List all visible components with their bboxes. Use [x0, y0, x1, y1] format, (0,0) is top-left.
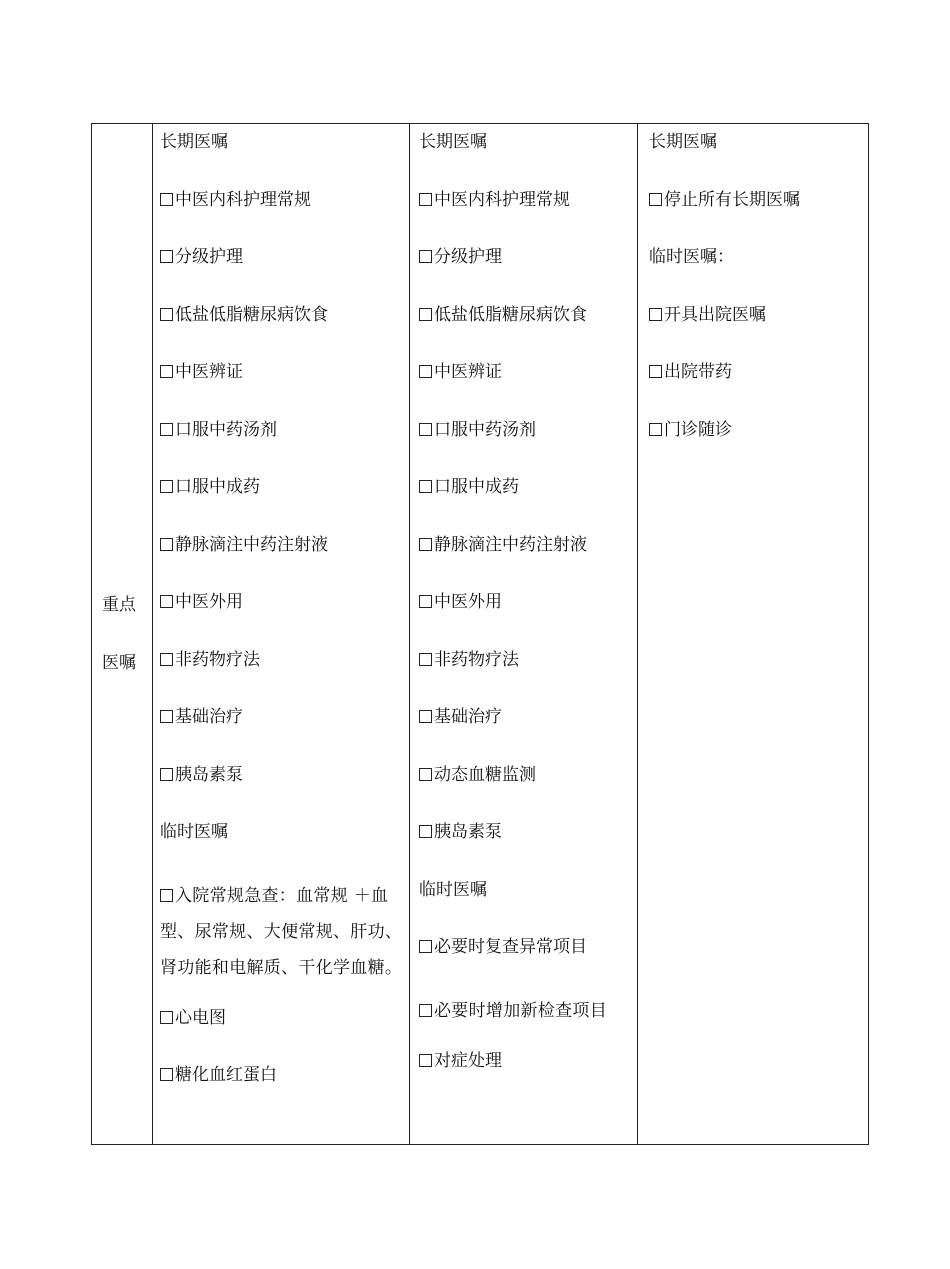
checkbox-icon[interactable]: [419, 250, 432, 263]
order-checkbox-item[interactable]: [419, 935, 637, 960]
order-item-label: 胰岛素泵: [434, 822, 502, 842]
order-item-label: 开具出院医嘱: [664, 304, 766, 325]
order-checkbox-item[interactable]: [160, 188, 409, 213]
order-item-label: 中医内科护理常规: [434, 189, 570, 210]
order-item-label: 出院带药: [664, 362, 732, 382]
order-checkbox-item[interactable]: [419, 303, 637, 328]
order-item-label: 门诊随诊: [664, 419, 732, 440]
checkbox-icon[interactable]: [419, 538, 432, 551]
checkbox-icon[interactable]: [160, 480, 173, 493]
order-item-label: 中医外用: [434, 592, 502, 612]
order-item-label: 胰岛素泵: [175, 764, 243, 785]
order-item-label: 口服中药汤剂: [175, 419, 277, 440]
orders-column-3: [638, 124, 869, 1145]
row-label-line: 重点: [102, 595, 136, 615]
checkbox-icon[interactable]: [419, 1004, 432, 1017]
section-heading-label: 临时医嘱: [419, 879, 487, 900]
order-item-label: 非药物疗法: [175, 649, 260, 670]
order-item-label: 分级护理: [434, 247, 502, 267]
order-item-label: 非药物疗法: [434, 649, 519, 670]
orders-column-2: [410, 124, 638, 1145]
order-checkbox-item[interactable]: [160, 648, 409, 673]
checkbox-icon[interactable]: [649, 193, 662, 206]
section-heading-label: 临时医嘱：: [649, 247, 734, 267]
order-item-label: 口服中药汤剂: [434, 419, 536, 440]
checkbox-icon[interactable]: [160, 710, 173, 723]
checkbox-icon[interactable]: [160, 653, 173, 666]
order-checkbox-item[interactable]: [160, 303, 409, 328]
order-checkbox-item[interactable]: [160, 360, 409, 385]
order-item-label: 动态血糖监测: [434, 764, 536, 785]
order-checkbox-item[interactable]: [160, 1006, 409, 1031]
checkbox-icon[interactable]: [419, 653, 432, 666]
order-checkbox-item[interactable]: [419, 820, 637, 845]
section-heading: [649, 130, 868, 155]
section-heading-label: 长期医嘱: [160, 132, 228, 152]
order-checkbox-item[interactable]: [160, 475, 409, 500]
order-checkbox-item[interactable]: [160, 418, 409, 443]
checkbox-icon[interactable]: [160, 1068, 173, 1081]
order-checkbox-item[interactable]: [160, 245, 409, 270]
section-heading: [419, 130, 637, 155]
checkbox-icon[interactable]: [419, 1054, 432, 1067]
checkbox-icon[interactable]: [649, 423, 662, 436]
checkbox-icon[interactable]: [419, 595, 432, 608]
order-checkbox-item[interactable]: [419, 1049, 637, 1074]
order-checkbox-item[interactable]: [419, 648, 637, 673]
order-checkbox-item[interactable]: [419, 763, 637, 788]
checkbox-icon[interactable]: [160, 308, 173, 321]
section-heading-label: 长期医嘱: [649, 132, 717, 152]
medical-orders-table: [91, 123, 869, 1145]
checkbox-icon[interactable]: [160, 595, 173, 608]
order-checkbox-item[interactable]: [419, 475, 637, 500]
checkbox-icon[interactable]: [649, 308, 662, 321]
order-checkbox-item[interactable]: [419, 705, 637, 730]
section-heading: [419, 878, 637, 903]
order-item-label: 对症处理: [434, 1050, 502, 1071]
order-item-label: 必要时增加新检查项目: [434, 1000, 607, 1021]
checkbox-icon[interactable]: [160, 1011, 173, 1024]
order-checkbox-item[interactable]: [160, 705, 409, 730]
order-checkbox-item[interactable]: [419, 533, 637, 558]
checkbox-icon[interactable]: [160, 538, 173, 551]
order-item-label: 低盐低脂糖尿病饮食: [434, 304, 587, 325]
order-item-label: 必要时复查异常项目: [434, 937, 587, 957]
order-checkbox-item[interactable]: [419, 188, 637, 213]
order-checkbox-item[interactable]: [419, 590, 637, 615]
orders-row: [92, 124, 869, 1145]
checkbox-icon[interactable]: [419, 365, 432, 378]
order-item-label: 中医内科护理常规: [175, 189, 311, 210]
order-checkbox-item[interactable]: [160, 878, 409, 986]
checkbox-icon[interactable]: [419, 940, 432, 953]
checkbox-icon[interactable]: [419, 480, 432, 493]
section-heading: [160, 130, 409, 155]
checkbox-icon[interactable]: [419, 423, 432, 436]
order-item-label: 静脉滴注中药注射液: [175, 534, 328, 555]
order-checkbox-item[interactable]: [419, 360, 637, 385]
order-item-label: 心电图: [175, 1007, 226, 1028]
order-item-label: 中医外用: [175, 592, 243, 612]
order-item-label: 基础治疗: [434, 707, 502, 727]
checkbox-icon[interactable]: [160, 768, 173, 781]
orders-column-1: [153, 124, 410, 1145]
row-label-cell: [92, 124, 153, 1145]
order-checkbox-item[interactable]: [649, 360, 868, 385]
checkbox-icon[interactable]: [160, 365, 173, 378]
order-item-label: 停止所有长期医嘱: [664, 189, 800, 210]
order-item-label: 低盐低脂糖尿病饮食: [175, 304, 328, 325]
order-item-label: 静脉滴注中药注射液: [434, 534, 587, 555]
order-checkbox-item[interactable]: [160, 1063, 409, 1088]
order-item-label: 中医辨证: [434, 362, 502, 382]
order-checkbox-item[interactable]: [160, 763, 409, 788]
order-checkbox-item[interactable]: [649, 188, 868, 213]
checkbox-icon[interactable]: [160, 193, 173, 206]
order-item-label: 中医辨证: [175, 362, 243, 382]
section-heading: [160, 820, 409, 845]
order-checkbox-item[interactable]: [649, 418, 868, 443]
section-heading-label: 临时医嘱: [160, 822, 228, 842]
checkbox-icon[interactable]: [419, 193, 432, 206]
order-checkbox-item[interactable]: [160, 590, 409, 615]
checkbox-icon[interactable]: [419, 308, 432, 321]
checkbox-icon[interactable]: [419, 768, 432, 781]
section-heading: [649, 245, 868, 270]
checkbox-icon[interactable]: [160, 250, 173, 263]
order-item-label: 口服中成药: [434, 477, 519, 497]
order-item-label: 糖化血红蛋白: [175, 1065, 277, 1085]
section-heading-label: 长期医嘱: [419, 132, 487, 152]
row-label-line: 医嘱: [102, 653, 136, 673]
checkbox-icon[interactable]: [160, 423, 173, 436]
order-checkbox-item[interactable]: [649, 303, 868, 328]
order-checkbox-item[interactable]: [419, 418, 637, 443]
order-item-label: 分级护理: [175, 247, 243, 267]
order-checkbox-item[interactable]: [419, 245, 637, 270]
order-item-label: 入院常规急查：血常规 ＋血型、尿常规、大便常规、肝功、肾功能和电解质、干化学血糖。: [160, 885, 403, 978]
order-checkbox-item[interactable]: [419, 993, 637, 1029]
checkbox-icon[interactable]: [419, 710, 432, 723]
order-checkbox-item[interactable]: [160, 533, 409, 558]
order-item-label: 口服中成药: [175, 477, 260, 497]
order-item-label: 基础治疗: [175, 707, 243, 727]
checkbox-icon[interactable]: [160, 889, 173, 902]
checkbox-icon[interactable]: [649, 365, 662, 378]
checkbox-icon[interactable]: [419, 825, 432, 838]
